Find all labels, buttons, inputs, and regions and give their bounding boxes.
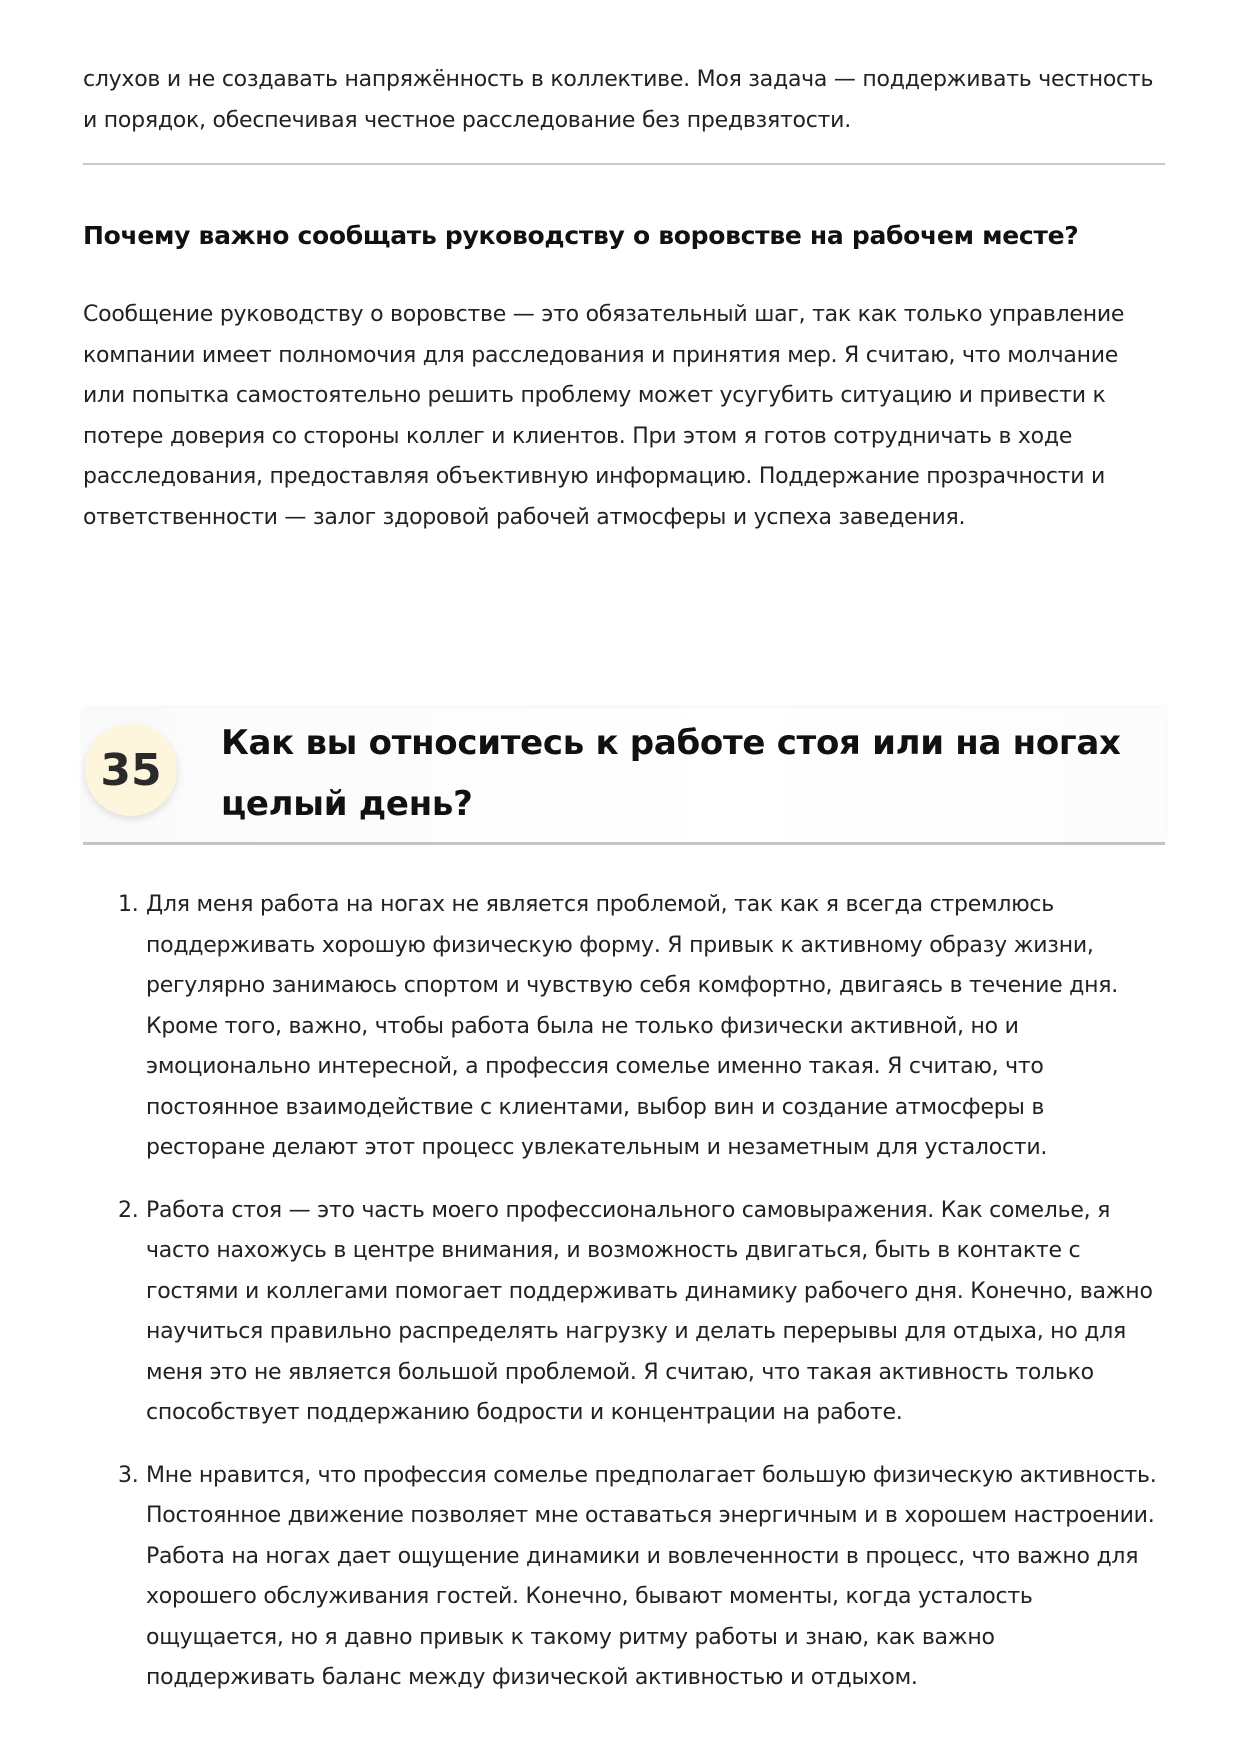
- answer-number: 3.: [118, 1462, 139, 1488]
- intro-paragraph: слухов и не создавать напряжённость в коллективе. Моя задача — поддерживать честность и порядок, обеспечивая честное расследование без предвзятости.: [83, 67, 1154, 133]
- answer-item: [118, 885, 1165, 1169]
- question-header: [83, 708, 1165, 842]
- section-heading: Почему важно сообщать руководству о воровстве на рабочем месте?: [83, 221, 1079, 250]
- question-number-badge: 35: [85, 724, 177, 816]
- question-divider: [83, 842, 1165, 845]
- answer-text: Мне нравится, что профессия сомелье предполагает большую физическую активность. Постоянное движение позволяет мне оставаться энергичным и в хорошем настроении. Работа на ногах дает ощущение динамики и вовлеченности в процесс, что важно для хорошего обслуживания гостей. Конечно, бывают моменты, когда усталость ощущается, но я давно привык к такому ритму работы и знаю, как важно поддерживать баланс между физической активностью и отдыхом.: [146, 1462, 1157, 1690]
- answer-number: 2.: [118, 1197, 139, 1223]
- section-paragraph: Сообщение руководству о воровстве — это обязательный шаг, так как только управление компании имеет полномочия для расследования и принятия мер. Я считаю, что молчание или попытка самостоятельно решить проблему может усугубить ситуацию и привести к потере доверия со стороны коллег и клиентов. При этом я готов сотрудничать в ходе расследования, предоставляя объективную информацию. Поддержание прозрачности и ответственности — залог здоровой рабочей атмосферы и успеха заведения.: [83, 302, 1125, 530]
- answer-text: Работа стоя — это часть моего профессионального самовыражения. Как сомелье, я часто нахожусь в центре внимания, и возможность двигаться, быть в контакте с гостями и коллегами помогает поддерживать динамику рабочего дня. Конечно, важно научиться правильно распределять нагрузку и делать перерывы для отдыха, но для меня это не является большой проблемой. Я считаю, что такая активность только способствует поддержанию бодрости и концентрации на работе.: [146, 1197, 1153, 1425]
- answer-text: Для меня работа на ногах не является проблемой, так как я всегда стремлюсь поддерживать хорошую физическую форму. Я привык к активному образу жизни, регулярно занимаюсь спортом и чувствую себя комфортно, двигаясь в течение дня. Кроме того, важно, чтобы работа была не только физически активной, но и эмоционально интересной, а профессия сомелье именно такая. Я считаю, что постоянное взаимодействие с клиентами, выбор вин и создание атмосферы в ресторане делают этот процесс увлекательным и незаметным для усталости.: [146, 892, 1118, 1160]
- answer-item: [118, 1456, 1165, 1699]
- question-title: Как вы относитесь к работе стоя или на ногах целый день?: [221, 723, 1121, 824]
- answer-list: [83, 885, 1165, 1721]
- section-divider: [83, 163, 1165, 165]
- answer-item: [118, 1191, 1165, 1434]
- answer-number: 1.: [118, 892, 139, 917]
